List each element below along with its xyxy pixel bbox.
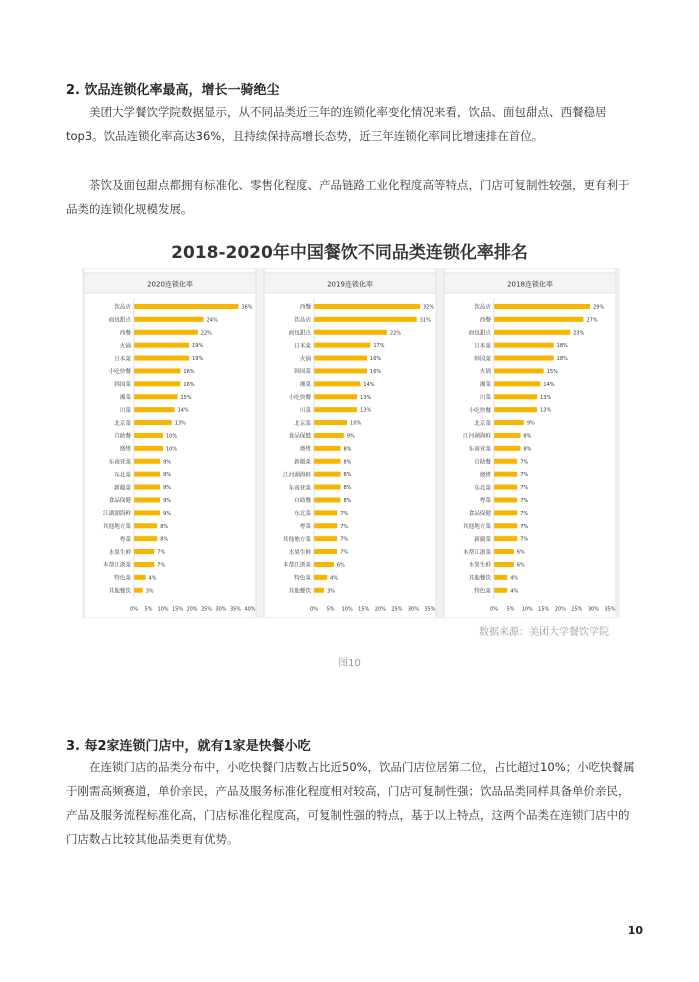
value-label: 24%	[206, 317, 218, 324]
value-label: 13%	[174, 420, 186, 427]
value-label: 7%	[157, 562, 166, 569]
bar	[134, 381, 180, 386]
bar	[134, 407, 175, 412]
value-label: 7%	[520, 536, 529, 543]
category-label: 面包甜点	[108, 317, 131, 324]
category-label: 自助餐	[114, 433, 131, 440]
bar	[134, 446, 163, 451]
value-label: 7%	[520, 485, 529, 492]
value-label: 7%	[520, 510, 529, 517]
value-label: 4%	[148, 575, 157, 582]
tick-label: 5%	[144, 606, 153, 613]
category-label: 烧烤	[119, 446, 131, 453]
value-label: 8%	[523, 446, 532, 453]
bar	[314, 381, 360, 386]
value-label: 9%	[346, 433, 355, 440]
category-label: 东北菜	[474, 485, 491, 492]
bar	[494, 446, 521, 451]
value-label: 17%	[373, 343, 385, 350]
category-label: 日本菜	[294, 343, 311, 350]
value-label: 9%	[163, 459, 172, 466]
bar	[134, 459, 160, 464]
category-label: 其他餐饮	[468, 575, 491, 582]
value-label: 22%	[389, 330, 402, 337]
bar	[134, 317, 204, 322]
category-label: 本帮江浙菜	[103, 562, 131, 569]
category-label: 特色菜	[114, 575, 131, 582]
value-label: 7%	[340, 549, 349, 556]
tick-label: 30%	[407, 606, 419, 613]
category-label: 特色菜	[294, 575, 311, 582]
category-label: 东南亚菜	[108, 459, 131, 466]
category-label: 面包甜点	[468, 330, 491, 337]
tick-label: 15%	[171, 606, 184, 613]
category-label: 烧烤	[479, 472, 491, 479]
bar	[494, 549, 514, 554]
category-label: 川菜	[119, 407, 131, 414]
bar	[134, 356, 189, 361]
value-label: 19%	[192, 343, 204, 350]
section2-title: 2. 饮品连锁化率最高，增长一骑绝尘	[66, 83, 280, 98]
bar	[314, 536, 337, 541]
bar	[314, 356, 367, 361]
value-label: 7%	[520, 497, 529, 504]
tick-label: 40%	[244, 606, 256, 613]
bar	[494, 485, 517, 490]
bar	[134, 433, 163, 438]
tick-label: 25%	[391, 606, 403, 613]
bar	[494, 420, 524, 425]
bar	[314, 368, 367, 373]
value-label: 3%	[326, 588, 335, 595]
bar	[314, 343, 370, 348]
bar	[314, 446, 341, 451]
chart-title-2: 2018连锁化率	[507, 280, 553, 289]
bar	[494, 536, 517, 541]
value-label: 16%	[183, 381, 195, 388]
category-label: 烧烤	[299, 446, 311, 453]
value-label: 32%	[423, 304, 435, 311]
bar-charts	[82, 268, 620, 618]
value-label: 13%	[540, 394, 552, 401]
category-label: 火锅	[479, 369, 491, 376]
category-label: 东北菜	[114, 472, 131, 479]
tick-label: 5%	[506, 606, 515, 613]
tick-label: 10%	[341, 606, 353, 613]
tick-label: 5%	[326, 606, 335, 613]
bar	[134, 497, 160, 502]
category-label: 饮品店	[474, 304, 491, 311]
bar	[314, 472, 341, 477]
value-label: 8%	[160, 523, 169, 530]
category-label: 新疆菜	[474, 536, 491, 543]
bar	[494, 588, 507, 593]
tick-label: 0%	[490, 606, 498, 613]
value-label: 8%	[343, 459, 352, 466]
bar	[494, 330, 570, 335]
value-label: 6%	[336, 562, 345, 569]
category-label: 水果生鲜	[288, 549, 311, 556]
tick-label: 20%	[186, 606, 198, 613]
value-label: 10%	[166, 446, 178, 453]
bar	[314, 330, 387, 335]
tick-label: 10%	[157, 606, 169, 613]
category-label: 韩国菜	[294, 369, 311, 376]
value-label: 7%	[340, 536, 349, 543]
bar	[314, 575, 327, 580]
tick-label: 15%	[538, 606, 550, 613]
category-label: 北京菜	[474, 420, 491, 427]
tick-label: 0%	[310, 606, 318, 613]
category-label: 日本菜	[474, 343, 491, 350]
value-label: 27%	[586, 317, 598, 324]
value-label: 18%	[556, 343, 568, 350]
bar	[134, 472, 160, 477]
bar	[134, 330, 198, 335]
value-label: 6%	[516, 549, 525, 556]
tick-label: 10%	[521, 606, 533, 613]
tick-label: 35%	[424, 606, 436, 613]
category-label: 其他地方菜	[283, 536, 311, 543]
bar	[494, 317, 583, 322]
category-label: 湘菜	[479, 382, 491, 389]
tick-label: 30%	[215, 606, 227, 613]
bar	[494, 368, 544, 373]
bar	[134, 536, 157, 541]
value-label: 7%	[520, 472, 529, 479]
section3-paragraph-1: 在连锁门店的品类分布中，小吃快餐门店数占比近50%，饮品门店位居第二位，占比超过10%；小吃快餐属于刚需高频赛道，单价亲民，产品及服务标准化程度相对较高，门店可复制性强；饮品品类同样具备单价亲民，产品及服务流程标准化高，门店标准化程度高，可复制性强的特点，基于以上特点，这两个品类在连锁门店中的门店数占比较其他品类更有优势。	[66, 760, 635, 846]
bar	[134, 394, 178, 399]
value-label: 4%	[510, 575, 519, 582]
bar	[314, 317, 417, 322]
value-label: 9%	[163, 472, 172, 479]
category-label: 火锅	[119, 343, 131, 350]
bar	[314, 407, 357, 412]
bar	[494, 433, 521, 438]
category-label: 川菜	[299, 407, 311, 414]
category-label: 火锅	[299, 356, 311, 363]
category-label: 粤菜	[299, 523, 311, 530]
chart-area	[82, 268, 620, 618]
bar	[314, 394, 357, 399]
category-label: 北京菜	[294, 420, 311, 427]
tick-label: 20%	[374, 606, 386, 613]
bar	[134, 368, 180, 373]
value-label: 9%	[163, 510, 172, 517]
value-label: 7%	[340, 510, 349, 517]
value-label: 14%	[363, 381, 375, 388]
category-label: 自助餐	[294, 498, 311, 505]
category-label: 特色菜	[474, 588, 491, 595]
value-label: 8%	[523, 433, 532, 440]
category-label: 西餐	[479, 317, 491, 324]
section3-title: 3. 每2家连锁门店中，就有1家是快餐小吃	[66, 739, 311, 754]
section2-paragraph-1: 美团大学餐饮学院数据显示，从不同品类近三年的连锁化率变化情况来看，饮品、面包甜点、西餐稳居top3。饮品连锁化率高达36%，且持续保持高增长态势，近三年连锁化率同比增速排在首位。	[66, 105, 607, 143]
value-label: 36%	[241, 304, 253, 311]
bar	[494, 497, 517, 502]
value-label: 7%	[340, 523, 349, 530]
tick-label: 25%	[571, 606, 583, 613]
bar	[134, 562, 154, 567]
category-label: 东南亚菜	[288, 485, 311, 492]
bar	[494, 381, 540, 386]
bar	[314, 588, 324, 593]
bar	[494, 356, 554, 361]
bar	[494, 343, 554, 348]
bar	[494, 394, 537, 399]
bar	[494, 459, 517, 464]
bar	[494, 562, 514, 567]
tick-label: 30%	[587, 606, 599, 613]
value-label: 14%	[543, 381, 555, 388]
value-label: 10%	[350, 420, 362, 427]
category-label: 其他餐饮	[108, 588, 131, 595]
category-label: 小吃快餐	[288, 394, 311, 401]
chart-title-0: 2020连锁化率	[147, 280, 193, 289]
category-label: 小吃快餐	[108, 369, 131, 376]
category-label: 东南亚菜	[468, 446, 491, 453]
category-label: 自助餐	[474, 459, 491, 466]
value-label: 4%	[330, 575, 339, 582]
category-label: 水果生鲜	[468, 562, 491, 569]
page-number: 10	[627, 924, 643, 937]
value-label: 7%	[520, 523, 529, 530]
category-label: 西餐	[119, 330, 131, 337]
bar	[134, 420, 172, 425]
category-label: 水果生鲜	[108, 549, 131, 556]
value-label: 4%	[510, 588, 519, 595]
category-label: 粤菜	[479, 498, 491, 505]
tick-label: 35%	[229, 606, 242, 613]
value-label: 8%	[343, 485, 352, 492]
bar	[494, 510, 517, 515]
section2-paragraph-2: 茶饮及面包甜点都拥有标准化、零售化程度、产品链路工业化程度高等特点，门店可复制性较强，更有利于品类的连锁化规模发展。	[66, 178, 630, 216]
category-label: 面包甜点	[288, 330, 311, 337]
bar	[314, 549, 337, 554]
category-label: 新疆菜	[114, 485, 131, 492]
value-label: 8%	[343, 472, 352, 479]
bar	[314, 562, 334, 567]
value-label: 8%	[160, 536, 169, 543]
tick-label: 15%	[358, 606, 370, 613]
category-label: 江河湖海鲜	[283, 472, 311, 479]
value-label: 14%	[177, 407, 189, 414]
category-label: 北京菜	[114, 420, 131, 427]
category-label: 本帮江浙菜	[463, 549, 491, 556]
bar	[134, 304, 238, 309]
figure-label: 图10	[338, 658, 361, 669]
value-label: 19%	[192, 356, 204, 363]
bar	[134, 510, 160, 515]
value-label: 23%	[573, 330, 585, 337]
bar	[134, 485, 160, 490]
bar	[314, 523, 337, 528]
bar	[494, 472, 517, 477]
chart-title-1: 2019连锁化率	[327, 280, 373, 289]
category-label: 粤菜	[119, 536, 131, 543]
category-label: 韩国菜	[114, 382, 131, 389]
value-label: 15%	[180, 394, 192, 401]
bar	[494, 407, 537, 412]
tick-label: 35%	[604, 606, 616, 613]
value-label: 22%	[200, 330, 212, 337]
category-label: 江河湖海鲜	[463, 433, 491, 440]
value-label: 10%	[166, 433, 178, 440]
bar	[314, 510, 337, 515]
value-label: 7%	[520, 459, 529, 466]
value-label: 16%	[370, 356, 382, 363]
bar	[134, 549, 154, 554]
bar	[314, 304, 420, 309]
value-label: 13%	[540, 407, 552, 414]
value-label: 13%	[360, 407, 372, 414]
bar	[494, 575, 507, 580]
bar	[314, 433, 344, 438]
value-label: 9%	[163, 497, 172, 504]
bar	[314, 497, 341, 502]
value-label: 18%	[556, 356, 568, 363]
category-label: 食品保健	[288, 433, 311, 440]
category-label: 韩国菜	[474, 356, 491, 363]
value-label: 9%	[526, 420, 535, 427]
value-label: 16%	[183, 368, 195, 375]
bar	[134, 588, 143, 593]
category-label: 其他餐饮	[288, 588, 311, 595]
value-label: 16%	[370, 368, 382, 375]
value-label: 31%	[419, 317, 431, 324]
value-label: 29%	[593, 304, 605, 311]
category-label: 小吃快餐	[468, 407, 491, 414]
value-label: 13%	[360, 394, 372, 401]
value-label: 8%	[343, 497, 352, 504]
bar	[134, 575, 146, 580]
category-label: 湘菜	[299, 382, 311, 389]
bar	[494, 304, 590, 309]
value-label: 6%	[516, 562, 525, 569]
category-label: 川菜	[479, 394, 491, 401]
value-label: 8%	[343, 446, 352, 453]
category-label: 西餐	[299, 304, 311, 311]
category-label: 其他地方菜	[463, 523, 491, 530]
tick-label: 25%	[200, 606, 213, 613]
category-label: 东北菜	[294, 511, 311, 518]
value-label: 3%	[145, 588, 154, 595]
value-label: 7%	[157, 549, 166, 556]
category-label: 食品保健	[468, 511, 491, 518]
category-label: 湘菜	[119, 394, 131, 401]
bar	[134, 343, 189, 348]
category-label: 饮品店	[294, 317, 311, 324]
value-label: 15%	[546, 368, 558, 375]
bar	[314, 459, 341, 464]
bar	[494, 523, 517, 528]
category-label: 江湖湖海鲜	[103, 511, 131, 518]
bar	[314, 420, 347, 425]
bar	[314, 485, 341, 490]
category-label: 新疆菜	[294, 459, 311, 466]
bar	[134, 523, 157, 528]
chart-title: 2018-2020年中国餐饮不同品类连锁化率排名	[171, 243, 528, 263]
data-source: 数据来源：美团大学餐饮学院	[479, 627, 609, 638]
tick-label: 0%	[130, 606, 138, 613]
category-label: 饮品店	[114, 304, 131, 311]
tick-label: 20%	[554, 606, 566, 613]
category-label: 其他地方菜	[103, 523, 131, 530]
category-label: 日本菜	[114, 356, 131, 363]
category-label: 本帮江浙菜	[283, 562, 311, 569]
value-label: 9%	[163, 485, 172, 492]
category-label: 食品保健	[108, 498, 131, 505]
